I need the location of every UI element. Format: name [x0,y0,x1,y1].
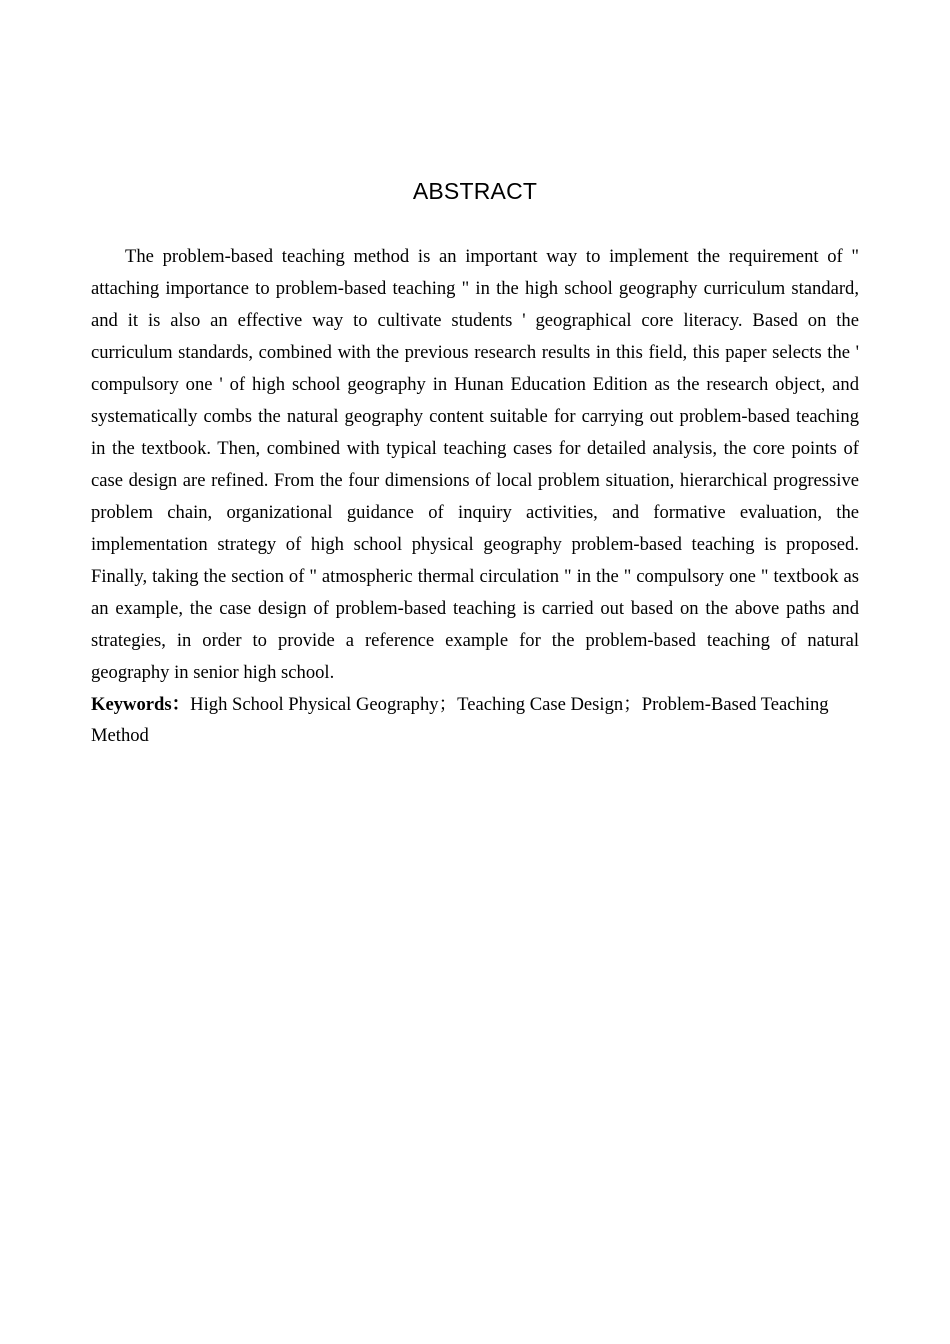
keywords-label: Keywords： [91,694,191,715]
abstract-title: ABSTRACT [412,178,538,204]
keywords-line [91,689,859,751]
keywords-text: High School Physical Geography；Teaching Case Design；Problem-Based Teaching Method [91,694,829,746]
abstract-paragraph: The problem-based teaching method is an important way to implement the requirement of " attaching importance to problem-based teaching " in the high school geography curriculum standard, and it is also an effective way to cultivate students ' geographical core literacy. Based on the curriculum standards, combined with the previous research results in this field, this paper selects the ' compulsory one ' of high school geography in Hunan Education Edition as the research object, and systematically combs the natural geography content suitable for carrying out problem-based teaching in the textbook. Then, combined with typical teaching cases for detailed analysis, the core points of case design are refined. From the four dimensions of local problem situation, hierarchical progressive problem chain, organizational guidance of inquiry activities, and formative evaluation, the implementation strategy of high school physical geography problem-based teaching is proposed. Finally, taking the section of " atmospheric thermal circulation " in the " compulsory one " textbook as an example, the case design of problem-based teaching is carried out based on the above paths and strategies, in order to provide a reference example for the problem-based teaching of natural geography in senior high school. [91,246,859,683]
